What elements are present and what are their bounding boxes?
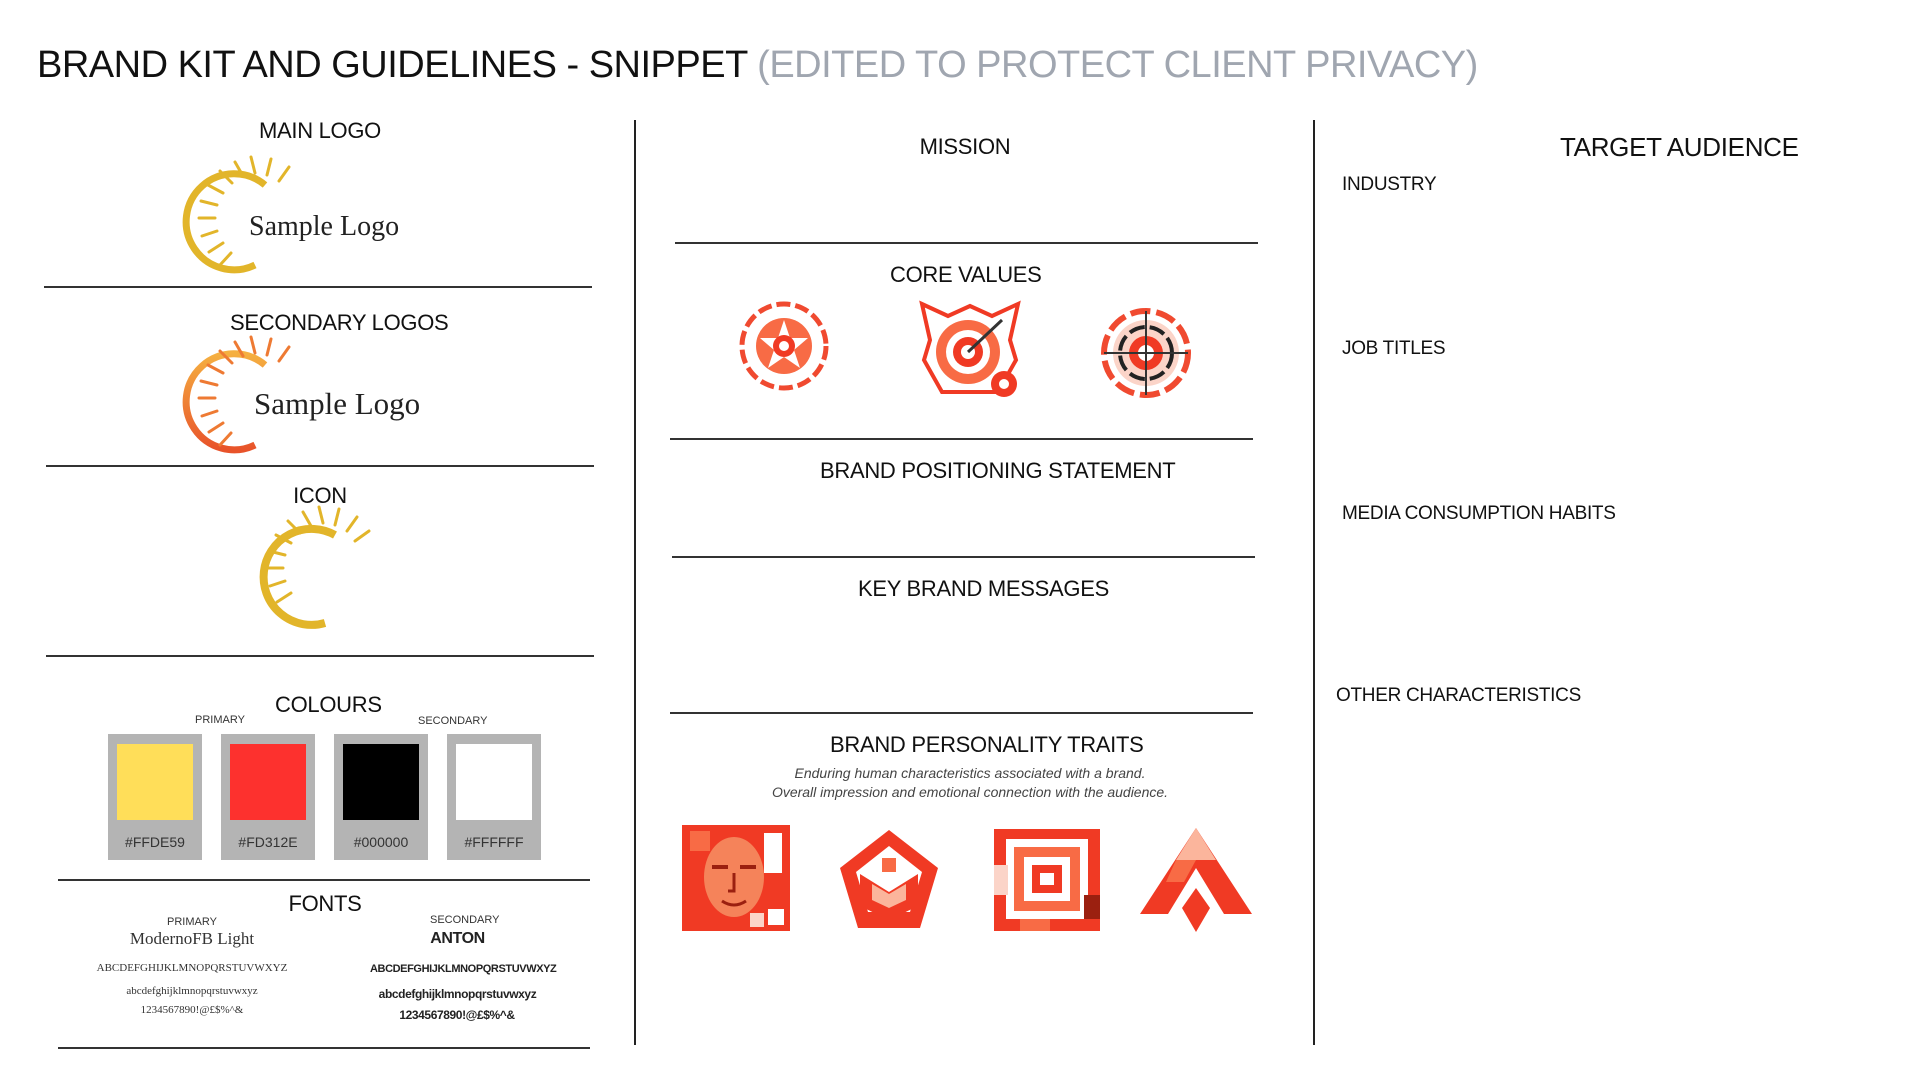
primary-font-name: ModernoFB Light xyxy=(129,929,255,948)
job-titles-label: JOB TITLES xyxy=(1342,338,1446,359)
primary-font-lowercase: abcdefghijklmnopqrstuvwxyz xyxy=(126,985,258,997)
page-title-main: BRAND KIT AND GUIDELINES - SNIPPET xyxy=(37,44,748,86)
key-messages-heading: KEY BRAND MESSAGES xyxy=(858,576,1109,601)
divider xyxy=(675,242,1258,244)
secondary-logos-heading: SECONDARY LOGOS xyxy=(230,310,449,335)
divider xyxy=(670,438,1253,440)
personality-line-1: Enduring human characteristics associated with a brand. xyxy=(794,765,1146,781)
divider xyxy=(58,1047,590,1049)
colour-swatch xyxy=(108,734,202,860)
divider xyxy=(46,465,594,467)
colour-hex: #FFFFFF xyxy=(464,834,524,850)
colour-hex: #FD312E xyxy=(238,834,298,850)
colour-chip xyxy=(343,744,419,820)
fonts-heading: FONTS xyxy=(288,891,362,916)
page-title-note: (EDITED TO PROTECT CLIENT PRIVACY) xyxy=(757,44,1478,86)
core-value-target-icon xyxy=(918,300,1022,400)
page-title xyxy=(37,44,1478,87)
core-value-compass-icon xyxy=(1098,305,1194,401)
primary-font-digits: 1234567890!@£$%^& xyxy=(140,1004,244,1016)
secondary-font-lowercase: abcdefghijklmnopqrstuvwxyz xyxy=(378,987,537,1001)
industry-label: INDUSTRY xyxy=(1342,174,1437,195)
icon-heading: ICON xyxy=(293,483,347,508)
main-logo-heading: MAIN LOGO xyxy=(259,118,381,143)
colour-swatch xyxy=(447,734,541,860)
colour-chip xyxy=(456,744,532,820)
primary-colours-label: PRIMARY xyxy=(195,714,245,726)
core-value-gear-icon xyxy=(738,300,830,392)
secondary-font-uppercase: ABCDEFGHIJKLMNOPQRSTUVWXYZ xyxy=(370,963,557,975)
column-divider-left xyxy=(634,120,636,1045)
colour-chip xyxy=(117,744,193,820)
trait-maze-icon xyxy=(990,825,1104,935)
trait-emblem-icon xyxy=(838,828,940,932)
divider xyxy=(670,712,1253,714)
colour-chip xyxy=(230,744,306,820)
colours-heading: COLOURS xyxy=(275,692,382,717)
primary-font-label: PRIMARY xyxy=(167,916,217,928)
personality-heading: BRAND PERSONALITY TRAITS xyxy=(830,732,1144,757)
mission-heading: MISSION xyxy=(919,134,1011,159)
colour-swatch xyxy=(334,734,428,860)
positioning-heading: BRAND POSITIONING STATEMENT xyxy=(820,458,1176,483)
secondary-logo-text: Sample Logo xyxy=(254,386,421,421)
trait-arrow-icon xyxy=(1140,828,1252,932)
colour-hex: #000000 xyxy=(353,834,409,850)
personality-line-2: Overall impression and emotional connection with the audience. xyxy=(771,784,1169,800)
trait-face-icon xyxy=(682,825,790,931)
media-habits-label: MEDIA CONSUMPTION HABITS xyxy=(1342,503,1616,524)
primary-font-uppercase: ABCDEFGHIJKLMNOPQRSTUVWXYZ xyxy=(96,962,288,974)
core-values-heading: CORE VALUES xyxy=(890,262,1042,287)
secondary-font-label: SECONDARY xyxy=(430,914,500,926)
main-logo-text: Sample Logo xyxy=(249,211,400,242)
divider xyxy=(46,655,594,657)
secondary-font-name: ANTON xyxy=(430,930,485,947)
divider xyxy=(58,879,590,881)
colour-swatch xyxy=(221,734,315,860)
sun-logo-icon xyxy=(255,505,385,635)
divider xyxy=(44,286,592,288)
other-characteristics-label: OTHER CHARACTERISTICS xyxy=(1336,685,1581,706)
column-divider-right xyxy=(1313,120,1315,1045)
colour-hex: #FFDE59 xyxy=(125,834,185,850)
target-audience-heading: TARGET AUDIENCE xyxy=(1560,132,1799,162)
secondary-font-digits: 1234567890!@£$%^& xyxy=(399,1008,515,1022)
secondary-colours-label: SECONDARY xyxy=(418,715,488,727)
divider xyxy=(672,556,1255,558)
